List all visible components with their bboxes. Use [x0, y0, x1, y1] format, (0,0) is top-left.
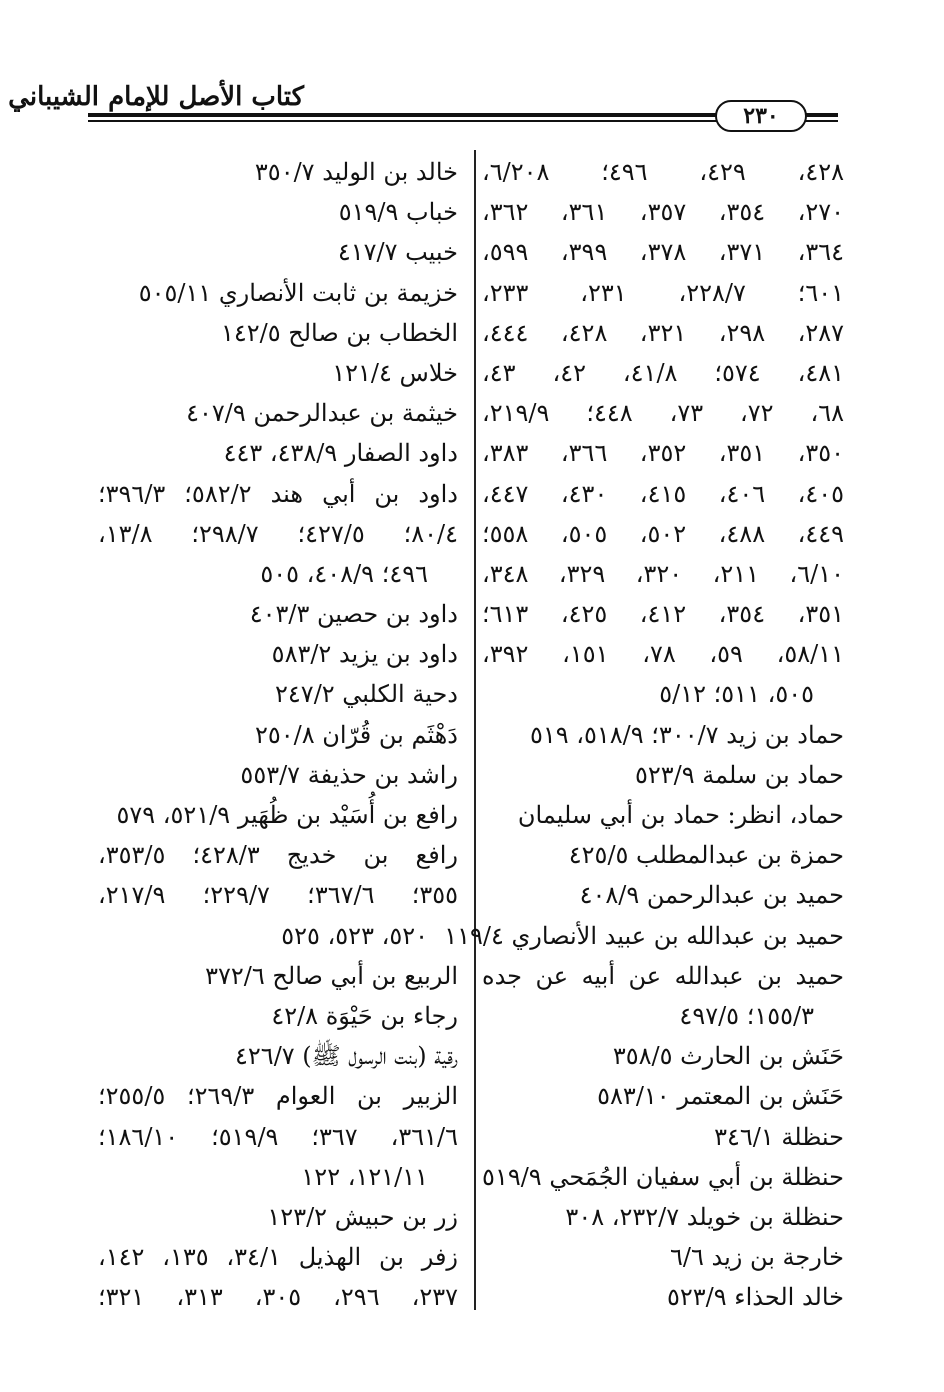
index-entry: حماد، انظر: حماد بن أبي سليمان	[517, 801, 844, 829]
index-entry: حميد بن عبدالله بن عبيد الأنصاري ١١٩/٤	[444, 921, 844, 950]
index-entry: خلاس ١٢١/٤	[332, 358, 458, 387]
index-entry-continuation: ٦/١٠، ٢١١، ٣٢٠، ٣٢٩، ٣٤٨،	[482, 559, 845, 588]
index-entry: الربيع بن أبي صالح ٣٧٢/٦	[205, 961, 458, 990]
index-entry-continuation: ٥٨/١١، ٥٩، ٧٨، ١٥١، ٣٩٢،	[482, 640, 844, 669]
index-entry: دحية الكلبي ٢٤٧/٢	[275, 680, 458, 709]
index-entry: خبيب ٤١٧/٧	[337, 238, 458, 267]
index-entry: رقية (بنت الرسول ﷺ) ٤٢٦/٧	[235, 1042, 458, 1071]
index-entry-continuation: ٢٣٧، ٢٩٦، ٣٠٥، ٣١٣، ٣٢١؛	[98, 1283, 458, 1312]
index-entry: حَنَش بن المعتمر ٥٨٣/١٠	[597, 1082, 844, 1111]
index-entry-continuation: ٣٥١، ٣٥٤، ٤١٢، ٤٢٥، ٦١٣؛	[482, 600, 844, 629]
index-entry: حميد بن عبدالرحمن ٤٠٨/٩	[579, 881, 844, 910]
index-entry-continuation: الزبير بن العوام ٢٦٩/٣؛ ٢٥٥/٥؛	[98, 1082, 458, 1111]
index-entry: داود بن يزيد ٥٨٣/٢	[271, 640, 458, 669]
index-entry: حنظلة بن خويلد ٢٣٢/٧، ٣٠٨	[565, 1202, 844, 1231]
index-entry-continuation: ٥٠٥، ٥١١؛ ٥/١٢	[659, 680, 814, 709]
index-entry: خالد بن الوليد ٣٥٠/٧	[254, 158, 458, 186]
index-entry-continuation: ٣٥٥؛ ٣٦٧/٦؛ ٢٢٩/٧؛ ٢١٧/٩،	[98, 881, 459, 910]
index-entry-continuation: حميد بن عبدالله عن أبيه عن جده	[482, 961, 844, 990]
index-entry: رافع بن أُسَيْد بن ظُهَير ٥٢١/٩، ٥٧٩	[116, 801, 458, 829]
index-entry-continuation: ١٥٥/٣؛ ٤٩٧/٥	[679, 1001, 814, 1030]
index-entry: الخطاب بن صالح ١٤٢/٥	[220, 318, 458, 347]
index-entry-continuation: ٤٠٥، ٤٠٦، ٤١٥، ٤٣٠، ٤٤٧،	[482, 479, 845, 508]
index-entry: خارجة بن زيد ٦/٦	[669, 1243, 844, 1272]
index-entry-continuation: ١٢١/١١، ١٢٢	[301, 1162, 428, 1191]
index-entry: خزيمة بن ثابت الأنصاري ٥٠٥/١١	[138, 278, 458, 307]
index-entry-continuation: ٥٢٠، ٥٢٣، ٥٢٥	[281, 921, 428, 950]
index-entry: حنظلة بن أبي سفيان الجُمَحي ٥١٩/٩	[482, 1162, 844, 1191]
index-entry-continuation: ٤٨١، ٥٧٤؛ ٤١/٨، ٤٢، ٤٣،	[482, 358, 844, 387]
index-entry-continuation: زفر بن الهذيل ٣٤/١، ١٣٥، ١٤٢،	[98, 1243, 459, 1272]
index-entry-continuation: ٤٩٦؛ ٤٠٨/٩، ٥٠٥	[260, 559, 428, 588]
index-entry: حماد بن سلمة ٥٢٣/٩	[635, 760, 844, 789]
index-entry-continuation: ٣٦٤، ٣٧١، ٣٧٨، ٣٩٩، ٥٩٩،	[482, 238, 845, 267]
index-entry: حَنَش بن الحارث ٣٥٨/٥	[612, 1042, 844, 1071]
index-entry-continuation: ٣٥٠، ٣٥١، ٣٥٢، ٣٦٦، ٣٨٣،	[482, 439, 845, 468]
index-column-right	[444, 152, 845, 1317]
index-entry: راشد بن حذيفة ٥٥٣/٧	[240, 760, 458, 789]
index-entry: خالد الحذاء ٥٢٣/٩	[667, 1283, 844, 1312]
index-entry-continuation: ٤٢٨، ٤٢٩، ٤٩٦؛ ٦/٢٠٨،	[482, 158, 844, 186]
index-entry: حماد بن زيد ٣٠٠/٧؛ ٥١٨/٩، ٥١٩	[529, 720, 844, 749]
index-column-left	[98, 152, 458, 1317]
book-title: كتاب الأصل للإمام الشيباني	[8, 82, 304, 112]
index-entry-continuation: داود بن أبي هند ٥٨٢/٢؛ ٣٩٦/٣؛	[98, 479, 458, 508]
page-number-badge: ٢٣٠	[715, 100, 807, 132]
index-entry-continuation: ٦٠١؛ ٢٢٨/٧، ٢٣١، ٢٣٣،	[482, 278, 844, 307]
index-entry: داود بن حصين ٤٠٣/٣	[249, 600, 458, 629]
index-entry: خيثمة بن عبدالرحمن ٤٠٧/٩	[186, 399, 458, 428]
index-entry: حنظلة ٣٤٦/١	[714, 1122, 844, 1151]
index-entry-continuation: ٢٨٧، ٢٩٨، ٣٢١، ٤٢٨، ٤٤٤،	[482, 318, 845, 347]
index-entry-continuation: ٤٤٩، ٤٨٨، ٥٠٢، ٥٠٥، ٥٥٨؛	[482, 519, 844, 548]
index-entry: دَهْثَم بن قُرّان ٢٥٠/٨	[254, 720, 458, 749]
column-divider	[474, 150, 476, 1310]
index-entry-continuation: ٦٨، ٧٢، ٧٣، ٤٤٨؛ ٢١٩/٩،	[482, 399, 844, 428]
index-entry: خباب ٥١٩/٩	[338, 198, 458, 227]
index-entry: رجاء بن حَيْوَة ٤٢/٨	[271, 1001, 458, 1030]
index-entry-continuation: ٨٠/٤؛ ٤٢٧/٥؛ ٢٩٨/٧؛ ١٣/٨،	[98, 519, 458, 548]
index-entry: حمزة بن عبدالمطلب ٤٢٥/٥	[568, 841, 844, 870]
index-entry: زر بن حبيش ١٢٣/٢	[267, 1202, 458, 1231]
index-entry: داود الصفار ٤٣٨/٩، ٤٤٣	[223, 439, 458, 468]
index-entry-continuation: ٣٦١/٦، ٣٦٧؛ ٥١٩/٩؛ ١٨٦/١٠؛	[98, 1122, 459, 1151]
index-entry-continuation: ٢٧٠، ٣٥٤، ٣٥٧، ٣٦١، ٣٦٢،	[482, 198, 845, 227]
index-entry-continuation: رافع بن خديج ٤٢٨/٣؛ ٣٥٣/٥،	[98, 841, 458, 870]
